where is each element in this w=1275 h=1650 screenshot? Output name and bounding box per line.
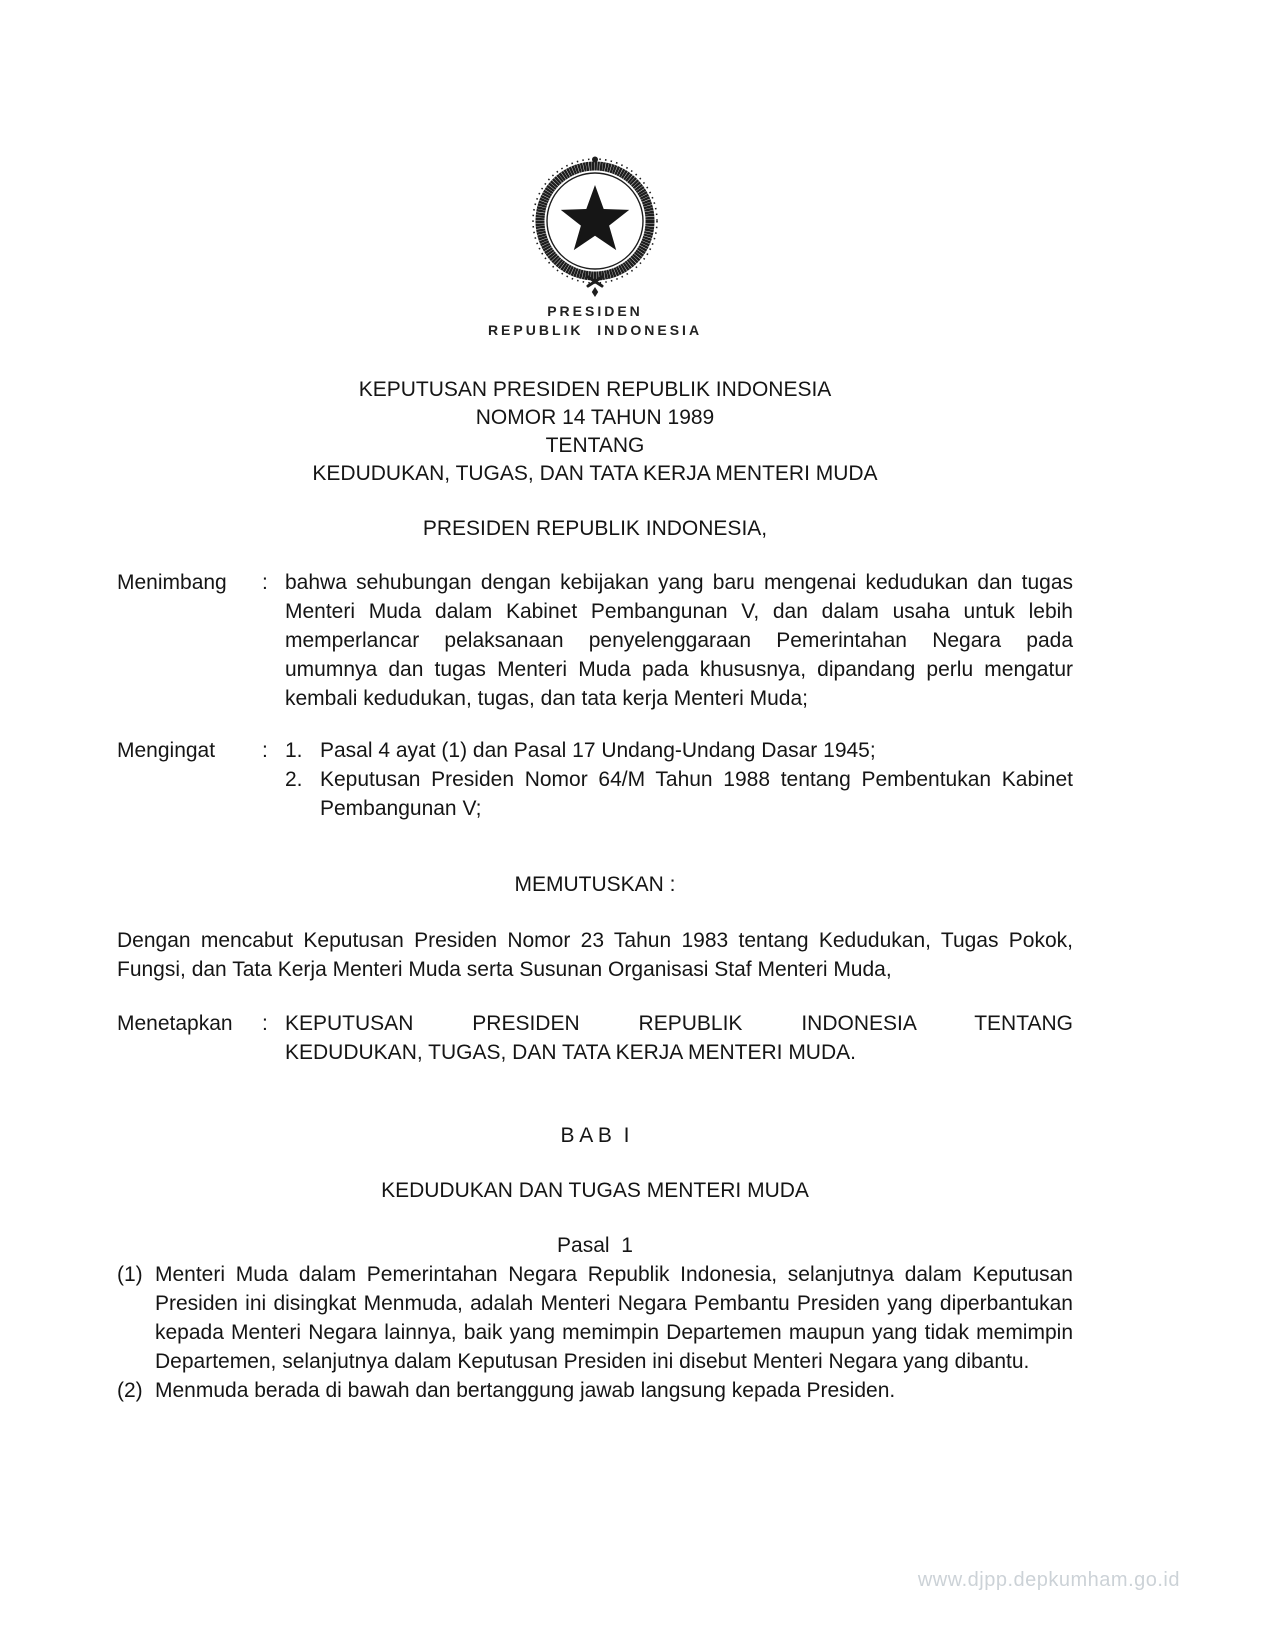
- article-item-2-number: (2): [117, 1379, 143, 1402]
- article-heading: Pasal 1: [557, 1234, 633, 1257]
- chapter-title: KEDUDUKAN DAN TUGAS MENTERI MUDA: [381, 1179, 809, 1202]
- menetapkan-section: [117, 1009, 1073, 1067]
- presidential-seal-icon: [520, 146, 670, 298]
- emblem-caption: [117, 302, 1073, 340]
- article-item-2-text: Menmuda berada di bawah dan bertanggung jawab langsung kepada Presiden.: [155, 1379, 896, 1402]
- emblem-caption-republik-indonesia: REPUBLIK INDONESIA: [487, 322, 703, 338]
- menimbang-section: [117, 568, 1073, 713]
- menimbang-text: bahwa sehubungan dengan kebijakan yang baru mengenai kedudukan dan tugas Menteri Muda dalam Kabinet Pembangunan V, dan dalam usaha untuk lebih memperlancar pelaksanaan penyelenggaraan Pemerintahan Negara pada umumnya dan tugas Menteri Muda pada khususnya, dipandang perlu mengatur kembali kedudukan, tugas, dan tata kerja Menteri Muda;: [285, 571, 1073, 710]
- mengingat-item-2: [285, 765, 1073, 823]
- mengingat-item-2-text: Keputusan Presiden Nomor 64/M Tahun 1988 tentang Pembentukan Kabinet Pembangunan V;: [320, 768, 1073, 820]
- revocation-paragraph: Dengan mencabut Keputusan Presiden Nomor 23 Tahun 1983 tentang Kedudukan, Tugas Pokok, Fungsi, dan Tata Kerja Menteri Muda serta Susunan Organisasi Staf Menteri Muda,: [117, 929, 1073, 981]
- menimbang-label: Menimbang: [117, 571, 227, 594]
- title-line-2: NOMOR 14 TAHUN 1989: [475, 406, 715, 429]
- menimbang-colon: :: [262, 571, 268, 594]
- memutuskan-heading: MEMUTUSKAN :: [514, 873, 676, 896]
- title-line-3: TENTANG: [545, 434, 645, 457]
- article-item-1-text: Menteri Muda dalam Pemerintahan Negara Republik Indonesia, selanjutnya dalam Keputusan Presiden ini disingkat Menmuda, adalah Menteri Negara Pembantu Presiden yang diperbantukan kepada Menteri Negara lainnya, baik yang memimpin Departemen maupun yang tidak memimpin Departemen, selanjutnya dalam Keputusan Presiden ini disebut Menteri Negara yang dibantu.: [155, 1263, 1073, 1373]
- mengingat-item-2-number: 2.: [285, 768, 303, 791]
- menetapkan-text: [285, 1009, 1073, 1067]
- menetapkan-label: Menetapkan: [117, 1012, 233, 1035]
- mengingat-item-1-text: Pasal 4 ayat (1) dan Pasal 17 Undang-Undang Dasar 1945;: [320, 739, 876, 762]
- article-item-1-number: (1): [117, 1263, 143, 1286]
- mengingat-list: [285, 736, 1073, 823]
- article-item-2: [117, 1376, 1073, 1405]
- menetapkan-text-line-2: KEDUDUKAN, TUGAS, DAN TATA KERJA MENTERI MUDA.: [285, 1041, 856, 1064]
- watermark: www.djpp.depkumham.go.id: [917, 1569, 1180, 1591]
- decree-title-block: [117, 376, 1073, 488]
- article-item-1: [117, 1260, 1073, 1376]
- menetapkan-colon: :: [262, 1012, 268, 1035]
- mengingat-section: [117, 736, 1073, 823]
- emblem-caption-presiden: PRESIDEN: [547, 303, 643, 319]
- chapter-heading: B A B I: [560, 1124, 630, 1147]
- salutation: PRESIDEN REPUBLIK INDONESIA,: [422, 517, 768, 540]
- title-line-4: KEDUDUKAN, TUGAS, DAN TATA KERJA MENTERI MUDA: [312, 462, 878, 485]
- menetapkan-text-line-1: KEPUTUSAN PRESIDEN REPUBLIK INDONESIA TENTANG: [285, 1012, 1073, 1035]
- mengingat-colon: :: [262, 739, 268, 762]
- title-line-1: KEPUTUSAN PRESIDEN REPUBLIK INDONESIA: [358, 378, 832, 401]
- mengingat-label: Mengingat: [117, 739, 216, 762]
- mengingat-item-1-number: 1.: [285, 739, 303, 762]
- document-header: [117, 146, 1073, 340]
- mengingat-item-1: [285, 736, 1073, 765]
